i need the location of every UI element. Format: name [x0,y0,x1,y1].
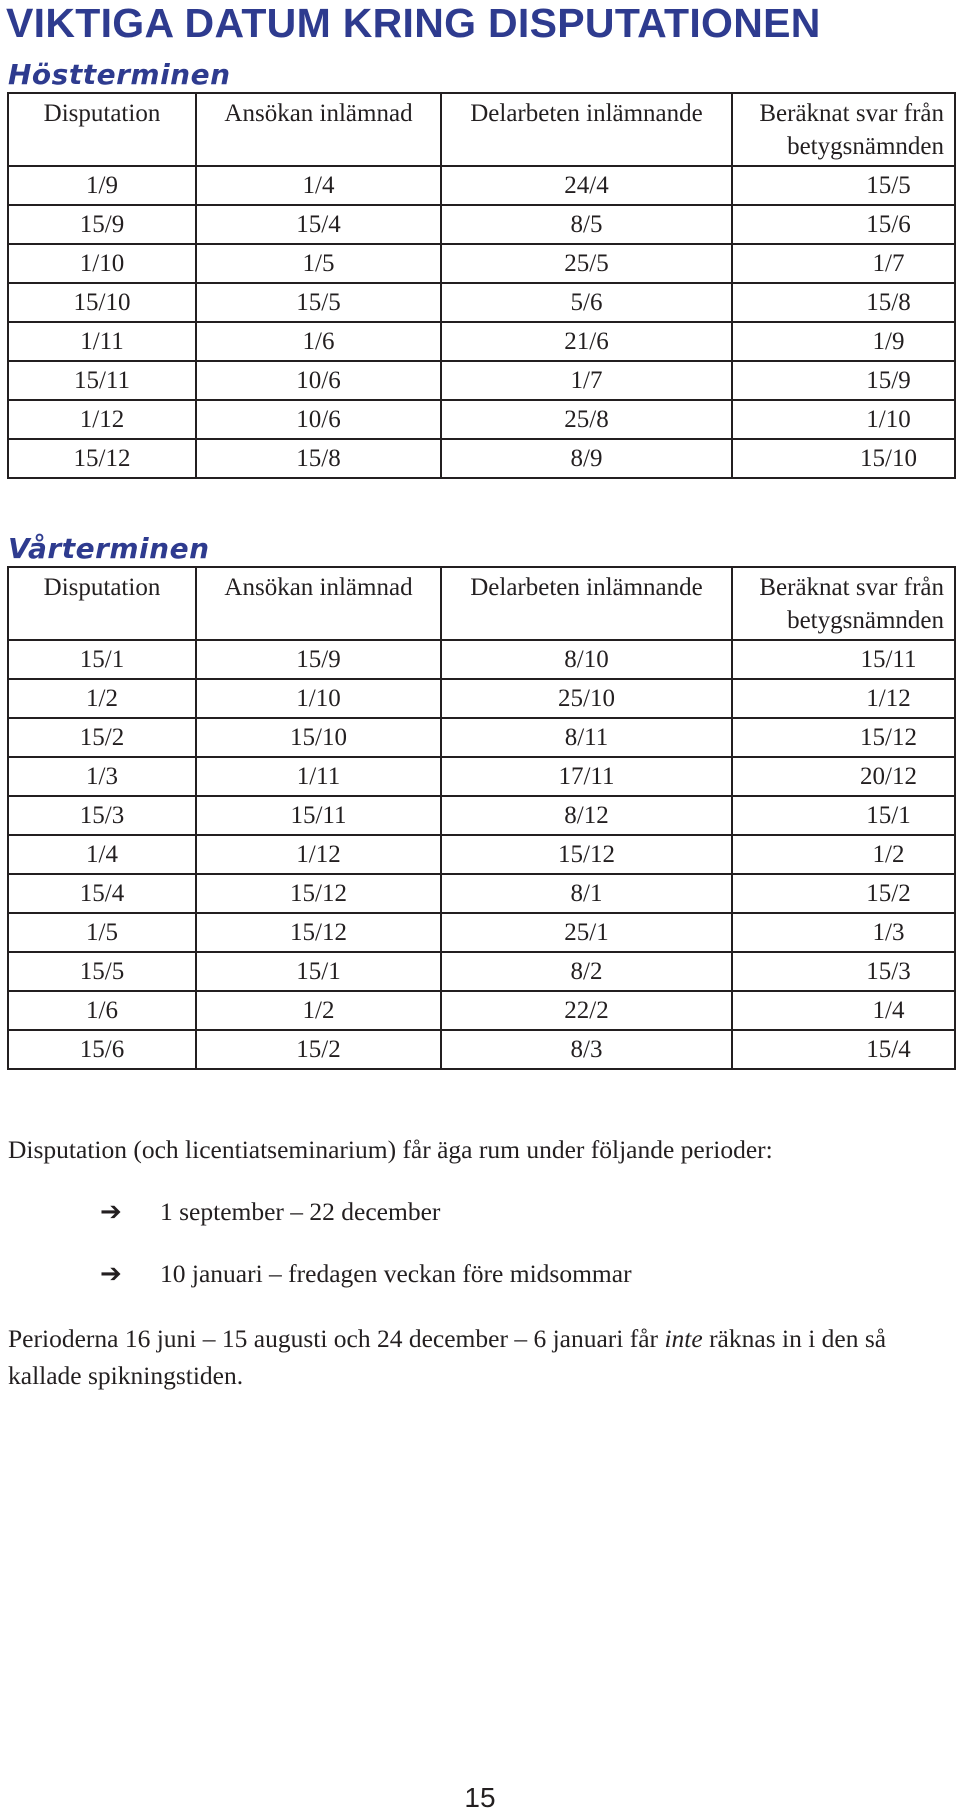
table-cell: 1/2 [196,991,441,1030]
table-row [8,205,955,244]
note-emphasis: inte [664,1324,703,1353]
page-title: VIKTIGA DATUM KRING DISPUTATIONEN [6,0,821,46]
table-cell: 1/5 [196,244,441,283]
table-header-row [8,93,955,166]
table-cell: 1/12 [196,835,441,874]
table-cell: 1/7 [732,244,955,283]
table-row [8,439,955,478]
table-cell: 20/12 [732,757,955,796]
table-cell: 1/10 [196,679,441,718]
table-cell: 15/8 [732,283,955,322]
table-cell: 1/9 [8,166,196,205]
note-text-before: Perioderna 16 juni – 15 augusti och 24 december – 6 januari får [8,1324,665,1353]
table-row [8,796,955,835]
table-row [8,640,955,679]
table-cell: 15/6 [732,205,955,244]
table-cell: 15/5 [196,283,441,322]
period-item [100,1255,632,1293]
table-cell: 1/11 [196,757,441,796]
header-subpapers: Delarbeten inlämnande [441,567,732,640]
table-cell: 1/10 [732,400,955,439]
table-cell: 1/11 [8,322,196,361]
table-cell: 1/9 [732,322,955,361]
table-row [8,718,955,757]
table-cell: 10/6 [196,361,441,400]
table-cell: 25/1 [441,913,732,952]
table-cell: 15/4 [8,874,196,913]
header-response: Beräknat svar från betygsnämnden [732,567,955,640]
table-cell: 1/2 [8,679,196,718]
table-cell: 15/2 [8,718,196,757]
table-cell: 1/5 [8,913,196,952]
table-cell: 1/6 [8,991,196,1030]
table-row [8,244,955,283]
table-cell: 21/6 [441,322,732,361]
table-cell: 15/5 [8,952,196,991]
header-application: Ansökan inlämnad [196,93,441,166]
table-cell: 15/12 [732,718,955,757]
period-text: 10 januari – fredagen veckan före midsommar [160,1259,632,1288]
table-row [8,361,955,400]
table-cell: 17/11 [441,757,732,796]
table-cell: 15/3 [8,796,196,835]
table-row [8,166,955,205]
header-disputation: Disputation [8,93,196,166]
table-cell: 8/12 [441,796,732,835]
table-row [8,835,955,874]
table-cell: 1/10 [8,244,196,283]
table-cell: 22/2 [441,991,732,1030]
table-row [8,400,955,439]
table-cell: 15/4 [196,205,441,244]
table-cell: 10/6 [196,400,441,439]
table-cell: 15/1 [8,640,196,679]
table-cell: 8/1 [441,874,732,913]
spring-heading: Vårterminen [8,532,210,565]
table-cell: 15/10 [732,439,955,478]
table-cell: 15/9 [732,361,955,400]
table-cell: 1/4 [8,835,196,874]
header-response: Beräknat svar från betygsnämnden [732,93,955,166]
table-row [8,874,955,913]
table-cell: 15/3 [732,952,955,991]
table-cell: 8/5 [441,205,732,244]
table-cell: 15/11 [8,361,196,400]
table-cell: 15/5 [732,166,955,205]
table-cell: 15/11 [732,640,955,679]
table-cell: 8/10 [441,640,732,679]
table-cell: 15/12 [8,439,196,478]
table-cell: 8/9 [441,439,732,478]
table-cell: 25/10 [441,679,732,718]
table-cell: 8/11 [441,718,732,757]
periods-intro: Disputation (och licentiatseminarium) får äga rum under följande perioder: [8,1135,773,1164]
spring-table [7,566,956,1070]
arrow-right-icon: ➔ [100,1259,122,1289]
table-cell: 1/12 [732,679,955,718]
table-cell: 15/12 [441,835,732,874]
table-header-row [8,567,955,640]
page-number: 15 [464,1782,496,1813]
table-cell: 25/8 [441,400,732,439]
header-subpapers: Delarbeten inlämnande [441,93,732,166]
table-row [8,991,955,1030]
table-cell: 1/2 [732,835,955,874]
table-cell: 15/2 [732,874,955,913]
table-cell: 8/2 [441,952,732,991]
table-row [8,952,955,991]
table-cell: 1/3 [732,913,955,952]
period-item [100,1193,440,1231]
table-row [8,679,955,718]
period-text: 1 september – 22 december [160,1197,441,1226]
table-cell: 15/12 [196,913,441,952]
arrow-right-icon: ➔ [100,1197,122,1227]
table-cell: 15/1 [196,952,441,991]
autumn-heading: Höstterminen [8,58,231,91]
header-disputation: Disputation [8,567,196,640]
autumn-table [7,92,956,479]
table-cell: 15/12 [196,874,441,913]
table-row [8,283,955,322]
table-cell: 1/7 [441,361,732,400]
table-row [8,1030,955,1069]
table-cell: 1/3 [8,757,196,796]
header-application: Ansökan inlämnad [196,567,441,640]
table-cell: 15/11 [196,796,441,835]
table-cell: 15/2 [196,1030,441,1069]
table-row [8,913,955,952]
spikning-note [8,1320,956,1394]
table-cell: 15/1 [732,796,955,835]
table-cell: 25/5 [441,244,732,283]
table-cell: 15/8 [196,439,441,478]
table-cell: 5/6 [441,283,732,322]
table-cell: 15/9 [8,205,196,244]
table-cell: 1/4 [196,166,441,205]
table-cell: 1/12 [8,400,196,439]
table-cell: 24/4 [441,166,732,205]
table-cell: 1/6 [196,322,441,361]
table-cell: 1/4 [732,991,955,1030]
table-cell: 15/10 [196,718,441,757]
table-cell: 15/9 [196,640,441,679]
table-cell: 8/3 [441,1030,732,1069]
note-text-after: räknas in i den så kallade spikningstiden. [8,1324,887,1390]
table-cell: 15/4 [732,1030,955,1069]
table-cell: 15/6 [8,1030,196,1069]
table-cell: 15/10 [8,283,196,322]
table-row [8,322,955,361]
table-row [8,757,955,796]
